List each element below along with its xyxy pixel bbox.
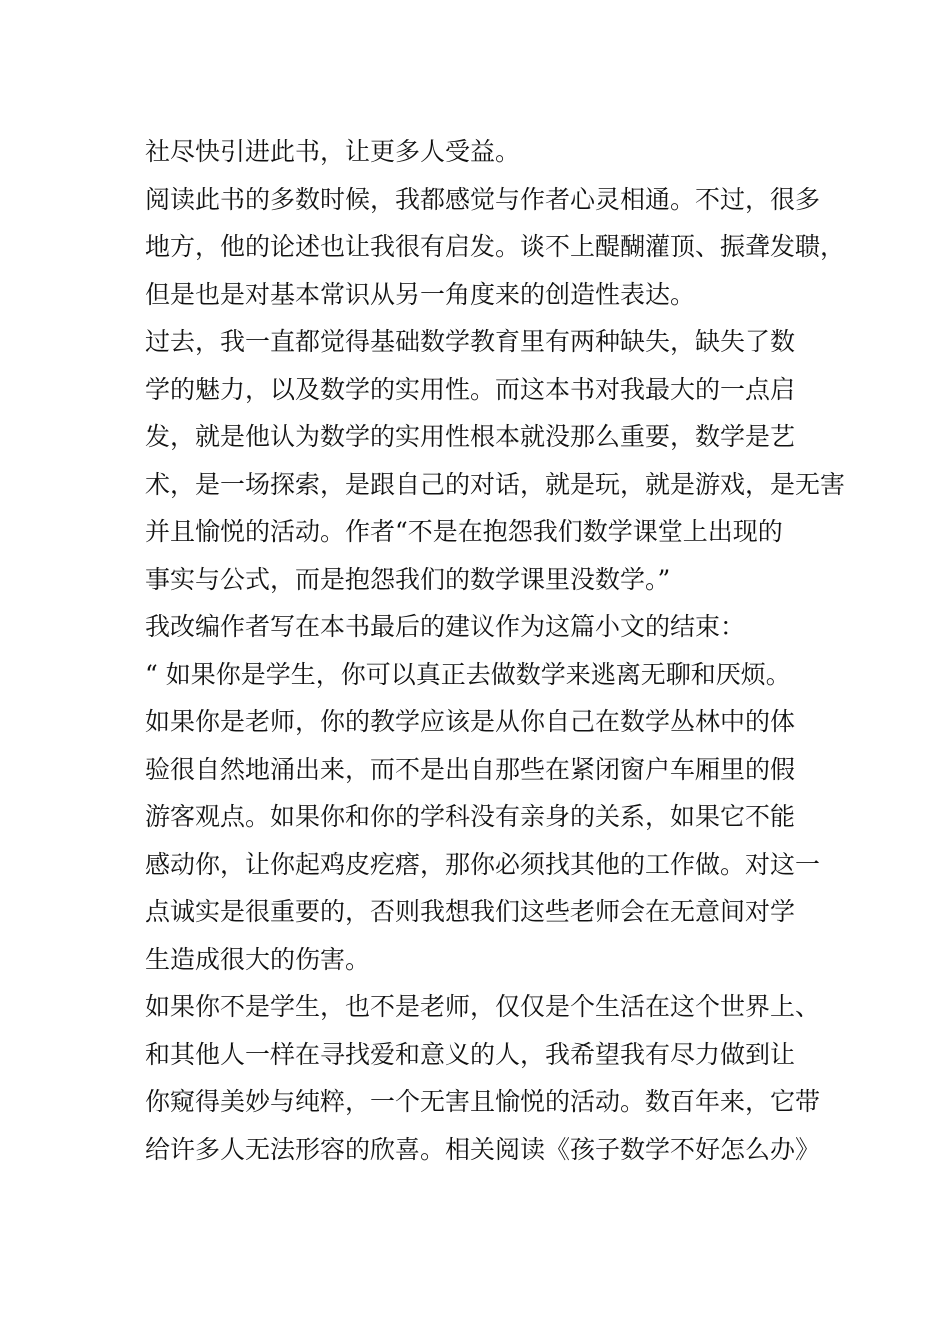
text-line: 生造成很大的伤害。 [145,944,371,974]
text-line: 如果你不是学生，也不是老师，仅仅是个生活在这个世界上、 [145,992,821,1021]
text-line: 你窥得美妙与纯粹，一个无害且愉悦的活动。数百年来，它带 [145,1087,821,1116]
text-line: 事实与公式，而是抱怨我们的数学课里没数学。” [145,564,671,594]
text-line: 感动你，让你起鸡皮疙瘩，那你必须找其他的工作做。对这一 [145,849,821,879]
text-line: 地方，他的论述也让我很有启发。谈不上醍醐灌顶、振聋发聩， [145,232,846,261]
text-line: 给许多人无法形容的欣喜。相关阅读《孩子数学不好怎么办》 [145,1134,821,1164]
text-line: 如果你是老师，你的教学应该是从你自己在数学丛林中的体 [145,707,796,736]
text-line: 术，是一场探索，是跟自己的对话，就是玩，就是游戏，是无害 [145,469,846,499]
text-line: 游客观点。如果你和你的学科没有亲身的关系，如果它不能 [145,802,796,831]
text-line: 但是也是对基本常识从另一角度来的创造性表达。 [145,279,696,309]
text-line: 验很自然地涌出来，而不是出自那些在紧闭窗户车厢里的假 [145,754,796,784]
text-line: 发，就是他认为数学的实用性根本就没那么重要，数学是艺 [145,422,796,451]
text-line: “ 如果你是学生，你可以真正去做数学来逃离无聊和厌烦。 [145,659,791,689]
text-line: 社尽快引进此书，让更多人受益。 [145,137,521,166]
text-line: 和其他人一样在寻找爱和意义的人，我希望我有尽力做到让 [145,1039,796,1069]
text-line: 我改编作者写在本书最后的建议作为这篇小文的结束： [145,612,746,641]
text-line: 并且愉悦的活动。作者“不是在抱怨我们数学课堂上出现的 [145,517,783,546]
text-line: 学的魅力，以及数学的实用性。而这本书对我最大的一点启 [145,374,796,404]
text-line: 点诚实是很重要的，否则我想我们这些老师会在无意间对学 [145,897,796,926]
text-line: 过去，我一直都觉得基础数学教育里有两种缺失，缺失了数 [145,327,796,356]
text-line: 阅读此书的多数时候，我都感觉与作者心灵相通。不过，很多 [145,184,821,214]
document-body [145,128,846,1173]
